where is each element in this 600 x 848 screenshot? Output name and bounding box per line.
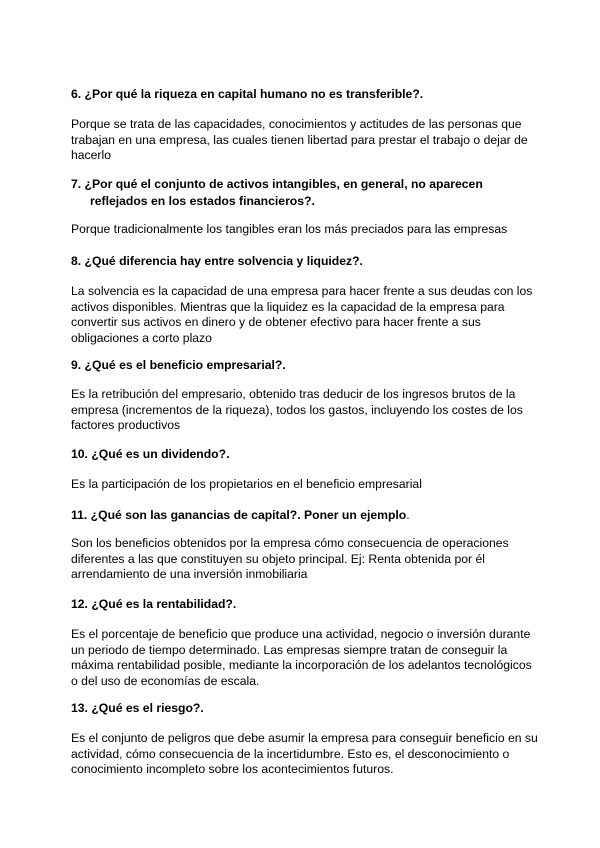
question-7-line-2: reflejados en los estados financieros?.	[90, 194, 315, 208]
question-7	[71, 176, 541, 210]
answer-6: Porque se trata de las capacidades, conocimientos y actitudes de las personas que trabajan en una empresa, las cuales tienen libertad para prestar el trabajo o dejar de hacerlo	[71, 117, 528, 163]
question-9: 9. ¿Qué es el beneficio empresarial?.	[71, 358, 286, 372]
question-10: 10. ¿Qué es un dividendo?.	[71, 447, 230, 461]
question-11-text: 11. ¿Qué son las ganancias de capital?. Poner un ejemplo	[71, 508, 407, 522]
question-11	[71, 507, 541, 524]
answer-9: Es la retribución del empresario, obtenido tras deducir de los ingresos brutos de la empresa (incrementos de la riqueza), todos los gastos, incluyendo los costes de los factores productivos	[71, 387, 523, 433]
question-11-end: .	[406, 508, 410, 522]
answer-10: Es la participación de los propietarios en el beneficio empresarial	[71, 477, 422, 491]
question-7-line-1: 7. ¿Por qué el conjunto de activos intangibles, en general, no aparecen	[71, 177, 483, 191]
answer-13: Es el conjunto de peligros que debe asumir la empresa para conseguir beneficio en su actividad, cómo consecuencia de la incertidumbre. Esto es, el desconocimiento o conocimiento incompleto sobre los acontecimientos futuros.	[71, 731, 538, 777]
question-8: 8. ¿Qué diferencia hay entre solvencia y liquidez?.	[71, 254, 363, 268]
answer-7: Porque tradicionalmente los tangibles eran los más preciados para las empresas	[71, 222, 508, 236]
question-12: 12. ¿Qué es la rentabilidad?.	[71, 597, 237, 611]
answer-8: La solvencia es la capacidad de una empresa para hacer frente a sus deudas con los activos disponibles. Mientras que la liquidez es la capacidad de la empresa para convertir sus activos en dinero y de obtener efectivo para hacer frente a sus obligaciones a corto plazo	[71, 284, 533, 345]
answer-11: Son los beneficios obtenidos por la empresa cómo consecuencia de operaciones diferentes a las que constituyen su objeto principal. Ej: Renta obtenida por él arrendamiento de una inversión inmobiliaria	[71, 536, 509, 582]
question-6: 6. ¿Por qué la riqueza en capital humano no es transferible?.	[71, 87, 424, 101]
question-13: 13. ¿Qué es el riesgo?.	[71, 701, 204, 715]
answer-12: Es el porcentaje de beneficio que produce una actividad, negocio o inversión durante un periodo de tiempo determinado. Las empresas siempre tratan de conseguir la máxima rentabilidad posible, mediante la incorporación de los adelantos tecnológicos o del uso de economías de escala.	[71, 627, 532, 688]
